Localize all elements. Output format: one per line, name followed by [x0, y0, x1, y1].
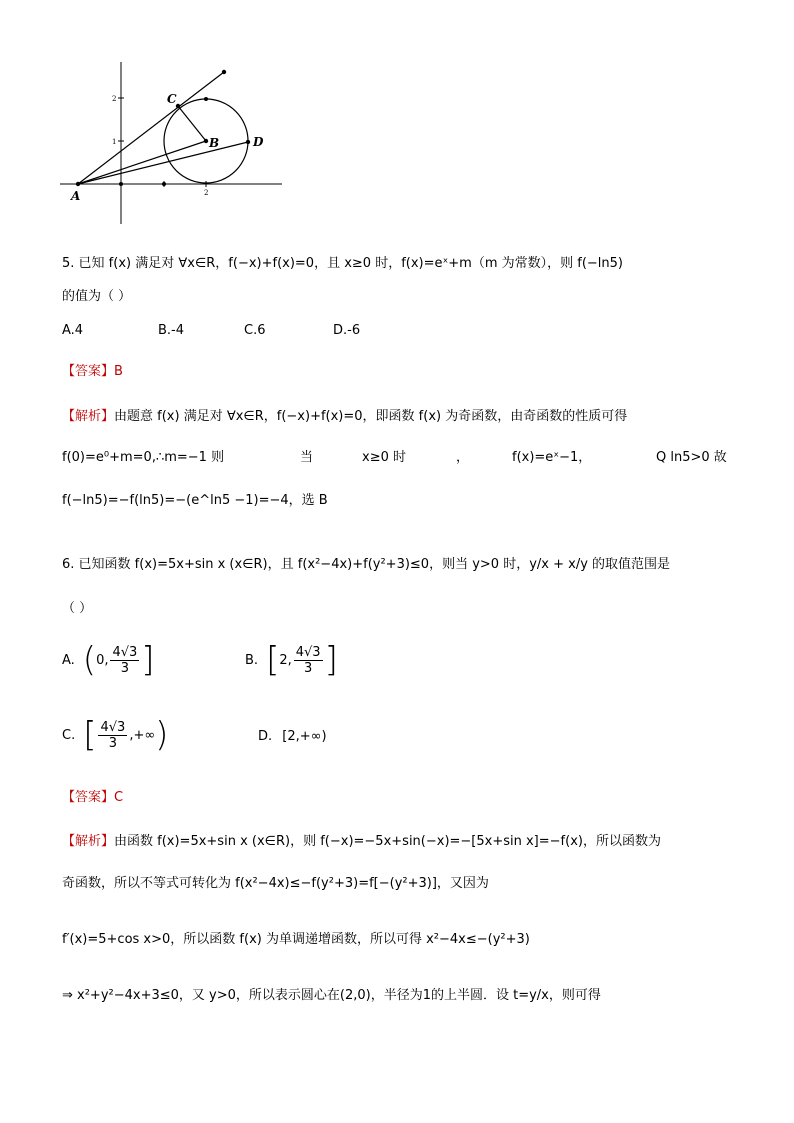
- q6-option-a-fraction: [110, 645, 139, 676]
- point-x2: [162, 182, 166, 186]
- q6-option-a-close: ]: [141, 640, 155, 680]
- q6-analysis-label: 【解析】: [62, 834, 115, 849]
- q5-analysis-label: 【解析】: [62, 409, 115, 424]
- q6-option-b-letter: B.: [245, 652, 259, 668]
- q6-analysis-line4: ⇒ x²+y²−4x+3≤0，又 y>0，所以表示圆心在(2,0)，半径为1的上半圆．设 t=y/x，则可得: [62, 988, 601, 1003]
- point-b: [204, 139, 208, 143]
- q6-analysis-line2: 奇函数，所以不等式可转化为 f(x²−4x)≤−f(y²+3)=f[−(y²+3)]，又因为: [62, 876, 489, 891]
- q5-option-c: C.6: [244, 323, 266, 338]
- tick-label-y1: 1: [112, 138, 117, 146]
- point-end: [222, 70, 226, 74]
- q6-option-b-fraction: [294, 645, 323, 676]
- q6-option-b-num: 4√3: [295, 644, 321, 660]
- point-d: [246, 140, 250, 144]
- q5-analysis-line3: f(−ln5)=−f(ln5)=−(e^ln5 −1)=−4，选 B: [62, 493, 328, 508]
- q5-answer-label: 【答案】: [62, 364, 115, 379]
- q6-option-c: [62, 715, 168, 755]
- q5-option-d: D.-6: [333, 323, 361, 338]
- q6-option-b-prefix: 2,: [279, 652, 292, 668]
- q6-option-b-open: [: [266, 640, 280, 680]
- q6-option-c-num: 4√3: [100, 719, 126, 735]
- q5-analysis-line1: [62, 405, 627, 424]
- q6-option-a-den: 3: [120, 660, 130, 676]
- line-ab: [78, 141, 206, 184]
- q6-option-c-fraction: [98, 720, 127, 751]
- q6-option-b-den: 3: [304, 660, 313, 676]
- line-cb: [178, 106, 206, 141]
- q6-option-d-letter: D.: [258, 729, 273, 744]
- q6-answer-value: C: [114, 790, 124, 805]
- q6-option-c-close: ): [155, 715, 169, 755]
- q5-analysis-line2e: f(x)=eˣ−1，: [512, 450, 592, 465]
- q6-option-a-open: (: [82, 640, 97, 680]
- q5-analysis-line2c: x≥0 时: [362, 450, 406, 465]
- q6-option-d-text: [2,+∞): [282, 729, 327, 744]
- q6-analysis-line1: [62, 830, 661, 849]
- q5-text1: 已知 f(x) 满足对 ∀x∈R，f(−x)+f(x)=0，且 x≥0 时，f(x)=eˣ+m（m 为常数），则 f(−ln5): [78, 256, 623, 271]
- q6-analysis-text1: 由函数 f(x)=5x+sin x (x∈R)，则 f(−x)=−5x+sin(−x)=−[5x+sin x]=−f(x)，所以函数为: [114, 834, 661, 849]
- q6-option-c-letter: C.: [62, 727, 76, 743]
- line-ad: [78, 142, 248, 184]
- label-a: A: [71, 189, 81, 203]
- q6-answer-label: 【答案】: [62, 790, 115, 805]
- q6-option-a: [62, 640, 155, 680]
- q6-line1: [62, 553, 670, 572]
- q5-analysis-text1: 由题意 f(x) 满足对 ∀x∈R，f(−x)+f(x)=0，即函数 f(x) 为奇函数，由奇函数的性质可得: [114, 409, 628, 424]
- q5-line1: [62, 252, 623, 271]
- q6-option-c-den: 3: [108, 735, 118, 751]
- point-top: [204, 97, 208, 101]
- label-b: B: [209, 136, 220, 150]
- q5-text2: 的值为（ ）: [62, 289, 132, 304]
- q5-number: 5.: [62, 256, 75, 271]
- tick-label-x2: 2: [204, 189, 209, 197]
- q5-option-b: B.-4: [158, 323, 185, 338]
- q6-option-a-letter: A.: [62, 652, 75, 668]
- q5-option-a: A.4: [62, 323, 84, 338]
- q6-option-d: [258, 729, 327, 744]
- point-x1: [119, 182, 123, 186]
- q5-analysis-line2d: ，: [456, 450, 470, 465]
- label-c: C: [167, 92, 177, 106]
- point-a: [76, 182, 80, 186]
- geometry-figure: [60, 58, 290, 230]
- q6-option-b-close: ]: [324, 640, 338, 680]
- line-ac: [78, 72, 224, 184]
- q6-option-c-open: [: [83, 715, 97, 755]
- q6-text1: 已知函数 f(x)=5x+sin x (x∈R)，且 f(x²−4x)+f(y²+3)≤0，则当 y>0 时，y/x + x/y 的取值范围是: [78, 557, 671, 572]
- q5-answer: [62, 360, 123, 379]
- q5-analysis-line2f: Q ln5>0 故: [656, 450, 727, 465]
- q6-option-a-num: 4√3: [112, 644, 138, 660]
- q6-option-a-prefix: 0,: [96, 652, 109, 668]
- q6-number: 6.: [62, 557, 75, 572]
- q6-analysis-line3: f′(x)=5+cos x>0，所以函数 f(x) 为单调递增函数，所以可得 x²−4x≤−(y²+3): [62, 932, 530, 947]
- tick-label-y2: 2: [112, 95, 117, 103]
- q6-option-c-suffix: ,+∞: [129, 727, 156, 743]
- q5-answer-value: B: [114, 364, 123, 379]
- q5-analysis-line2b: 当: [300, 450, 314, 465]
- q6-answer: [62, 786, 123, 805]
- q5-analysis-line2a: f(0)=e⁰+m=0,∴m=−1 则: [62, 450, 225, 465]
- q6-text2: （ ）: [62, 601, 93, 616]
- q6-option-b: [245, 640, 338, 680]
- label-d: D: [253, 135, 264, 149]
